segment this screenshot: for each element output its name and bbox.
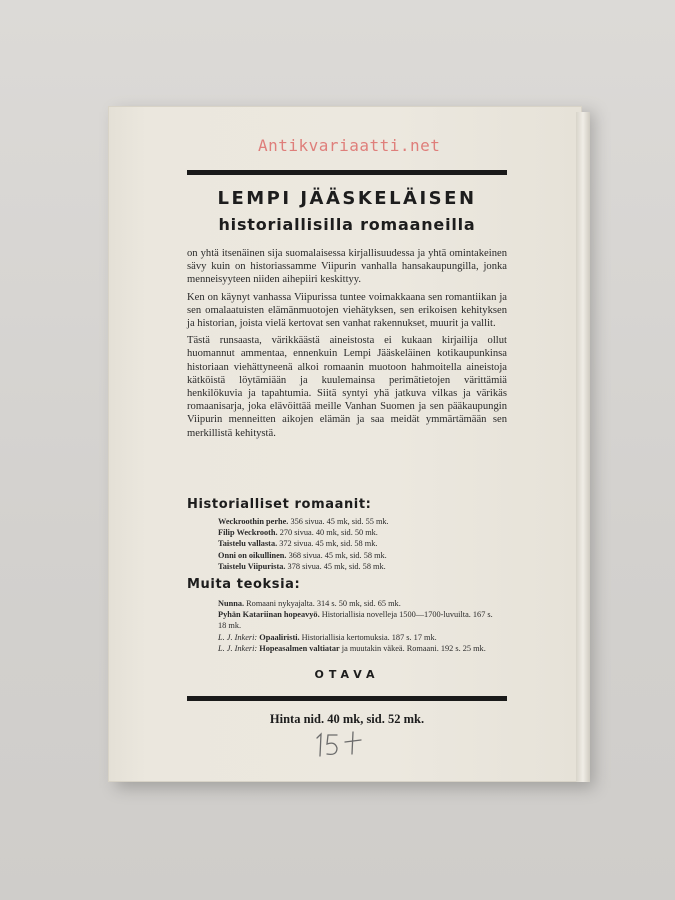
list-item: Weckroothin perhe. 356 sivua. 45 mk, sid. 55 mk. [218,517,389,526]
list-item: Onni on oikullinen. 368 sivua. 45 mk, sid. 58 mk. [218,550,387,560]
list-item: L. J. Inkeri: Hopeasalmen valtiatar ja muutakin väkeä. Romaani. 192 s. 25 mk. [218,643,486,653]
subtitle-heading: historiallisilla romaaneilla [218,215,476,234]
watermark-text: Antikvariaatti.net [258,136,441,155]
list-item: Pyhän Katariinan hopeavyö. Historiallisia novelleja 1500—1700-luvuilta. 167 s. 18 mk. [218,610,493,631]
list-item: Taistelu vallasta. 372 sivua. 45 mk, sid. 58 mk. [218,539,378,549]
book-page-edge [576,112,590,782]
top-rule [187,170,507,175]
other-works-list [218,598,503,654]
paragraph-3: Tästä runsaasta, värikkäästä aineistosta ei kukaan kirjailija ollut huomannut ammentaa, ennenkuin Lempi Jääskeläinen kotikaupunkinsa historiaan viehättyneenä alkoi romaanin muotoon hahmoitella aineistoja kätköistä löytämiään ja kuulemainsa perimätietojen värittämiä henkilökuvia ja tapahtumia. Siitä syntyi yhä jatkuva vilkas ja värikäs romaanisarja, joka elävöittää meille Vanhan Suomen ja sen pääkaupungin Viipurin menneitten aikojen elämän ja saa meidät ymmärtämään sen merkillistä kehitystä. [187,335,507,439]
bottom-rule [187,696,507,701]
author-heading: LEMPI JÄÄSKELÄISEN [217,188,477,209]
paragraph-2: Ken on käynyt vanhassa Viipurissa tuntee voimakkaana sen romantiikan ja sen omalaatuisten elämänmuotojen viehätyksen, sen erikoisen kehityksen ja historian, joista vielä kertovat sen vanhat rakennukset, muurit ja vallit. [187,291,507,330]
list-item: Filip Weckrooth. 270 sivua. 40 mk, sid. 50 mk. [218,528,378,538]
list-item: Nunna. Romaani nykyajalta. 314 s. 50 mk, sid. 65 mk. [218,599,401,608]
paragraph-1: on yhtä itsenäinen sija suomalaisessa kirjallisuudessa ja yhtä omintakeinen sävy kuin on historiassamme Viipurin vanhalla hansakaupungilla, jonka menneisyyteen niiden aihepiiri keskittyy. [187,248,507,286]
other-works-heading: Muita teoksia: [187,577,301,592]
handwritten-note-icon [311,728,371,760]
historical-novels-heading: Historialliset romaanit: [187,497,372,512]
description-text [187,247,507,444]
price-text: Hinta nid. 40 mk, sid. 52 mk. [269,712,425,726]
historical-novels-list [218,516,503,572]
publisher-name: OTAVA [314,668,380,681]
list-item: L. J. Inkeri: Opaaliristi. Historiallisia kertomuksia. 187 s. 17 mk. [218,632,437,642]
list-item: Taistelu Viipurista. 378 sivua. 45 mk, sid. 58 mk. [218,561,386,571]
